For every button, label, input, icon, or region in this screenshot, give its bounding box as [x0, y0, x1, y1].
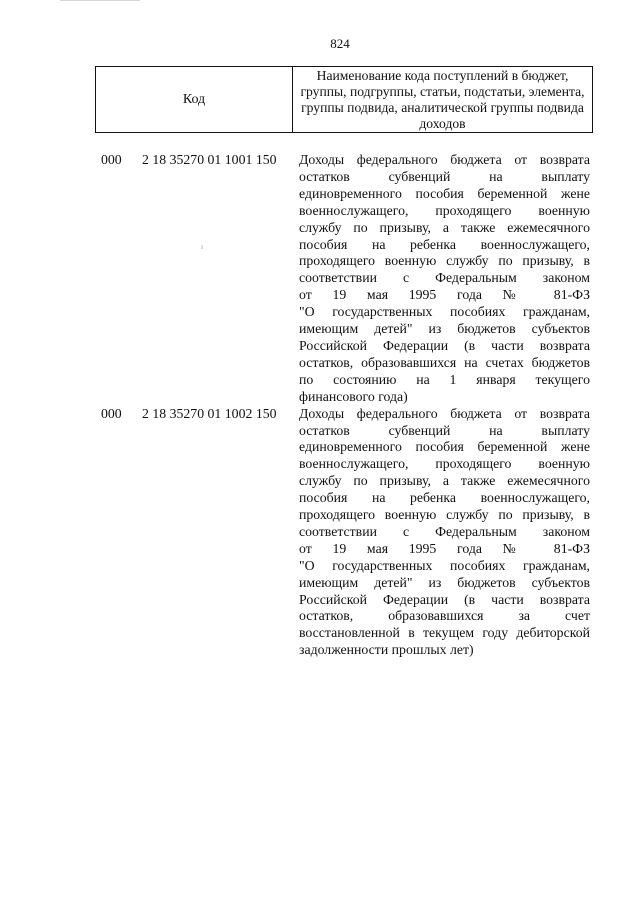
description-line: службу по призыву, а также ежемесячного — [299, 219, 590, 235]
description-line: имеющим детей" из бюджетов субъектов — [299, 321, 590, 337]
description-line: Доходы федерального бюджета от возврата — [299, 405, 590, 421]
description-line: от 19 мая 1995 года № 81-ФЗ — [299, 287, 590, 303]
description-line: военнослужащего, проходящего военную — [299, 456, 590, 472]
description-line: проходящего военную службу по призыву, в — [299, 253, 590, 269]
description-line: "О государственных пособиях гражданам, — [299, 304, 590, 320]
description-line: Российской Федерации (в части возврата — [299, 337, 590, 353]
description-line: соответствии с Федеральным законом — [299, 523, 590, 539]
description-line: остатков, образовавшихся на счетах бюджетов — [299, 354, 590, 370]
description-line: остатков субвенций на выплату — [299, 168, 590, 184]
revenue-description — [299, 406, 590, 660]
table-row — [0, 152, 640, 406]
description-line: имеющим детей" из бюджетов субъектов — [299, 574, 590, 590]
description-line: единовременного пособия беременной жене — [299, 185, 590, 201]
description-line: "О государственных пособиях гражданам, — [299, 557, 590, 573]
description-line: соответствии с Федеральным законом — [299, 270, 590, 286]
header-code-cell: Код — [96, 67, 293, 132]
revenue-description — [299, 152, 590, 406]
description-line: Российской Федерации (в части возврата — [299, 591, 590, 607]
description-line: по состоянию на 1 января текущего — [299, 371, 590, 387]
table-row — [0, 406, 640, 660]
description-line: от 19 мая 1995 года № 81-ФЗ — [299, 540, 590, 556]
revenue-code: 2 18 35270 01 1001 150 — [142, 152, 277, 167]
description-line: проходящего военную службу по призыву, в — [299, 507, 590, 523]
description-line: Доходы федерального бюджета от возврата — [299, 152, 590, 167]
page-number: 824 — [330, 36, 350, 51]
description-line: службу по призыву, а также ежемесячного — [299, 473, 590, 489]
description-line: остатков, образовавшихся за счет — [299, 608, 590, 624]
header-name-cell: Наименование кода поступлений в бюджет, группы, подгруппы, статьи, подстатьи, элемента, группы подвида, аналитической группы подвида доходов — [300, 67, 585, 131]
admin-code: 000 — [101, 405, 122, 421]
table-header — [95, 66, 593, 133]
description-line: пособия на ребенка военнослужащего, — [299, 236, 590, 252]
scan-speck: ı — [201, 242, 204, 251]
description-line: единовременного пособия беременной жене — [299, 439, 590, 455]
description-line: восстановленной в текущем году дебиторской — [299, 625, 590, 641]
description-line: остатков субвенций на выплату — [299, 422, 590, 438]
table-body — [0, 152, 640, 659]
scan-top-mark — [60, 0, 140, 4]
description-line: военнослужащего, проходящего военную — [299, 202, 590, 218]
admin-code: 000 — [101, 152, 122, 167]
revenue-code: 2 18 35270 01 1002 150 — [142, 405, 277, 421]
description-line: задолженности прошлых лет) — [299, 642, 474, 658]
description-line: пособия на ребенка военнослужащего, — [299, 490, 590, 506]
description-line: финансового года) — [299, 388, 408, 404]
